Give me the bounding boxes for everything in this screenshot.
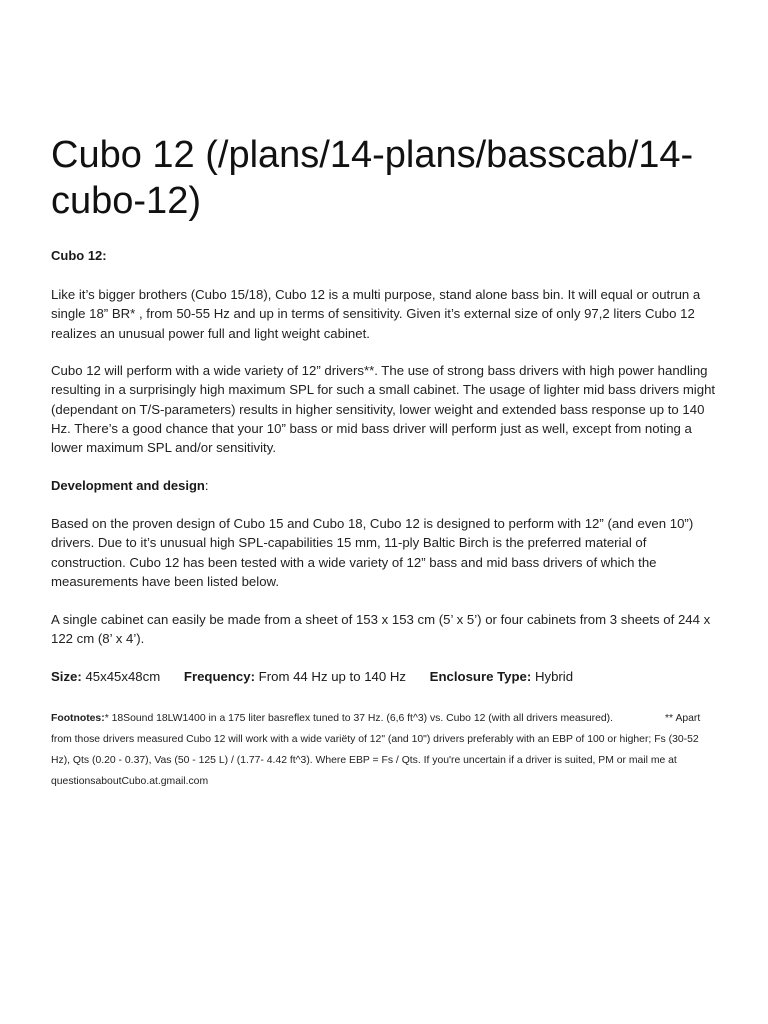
dev-paragraph: Based on the proven design of Cubo 15 and Cubo 18, Cubo 12 is designed to perform with 12” (and even 10”) drivers. Due to it’s unusual high SPL-capabilities 15 mm, 11-ply Baltic Birch is the preferred material of construction. Cubo 12 has been tested with a wide variety of 12” bass and mid bass drivers of which the measurements have been listed below. [51, 516, 694, 589]
spec-frequency-label: Frequency: [183, 669, 255, 684]
spec-size-label: Size: [51, 669, 82, 684]
dev-heading: Development and design [51, 478, 205, 493]
dev-heading-colon: : [204, 478, 209, 493]
drivers-paragraph: Cubo 12 will perform with a wide variety of 12” drivers**. The use of strong bass drivers with high power handling resulting in a surprisingly high maximum SPL for such a small cabinet. The usage of lighter mid bass drivers might (dependant on T/S-parameters) results in higher sensitivity, lower weight and extended bass response up to 140 Hz. There’s a good chance that your 10” bass or mid bass driver will perform just as well, except from noting a lower maximum SPL and/or sensitivity. [51, 363, 716, 456]
spec-enclosure-label: Enclosure Type: [429, 669, 532, 684]
spec-enclosure [430, 668, 573, 686]
page-title: Cubo 12 (/plans/14-plans/basscab/14-cubo-12) [51, 134, 694, 222]
dev-heading-line [51, 477, 209, 495]
intro-heading: Cubo 12: [51, 248, 107, 263]
spec-enclosure-value: Hybrid [534, 669, 574, 684]
footnote-2: Apart from those drivers measured Cubo 12 will work with a wide variëty of 12" (and 10") drivers preferably with an EBP of 100 or higher; Fs (30-52 Hz), Qts (0.20 - 0.37), Vas (50 - 125 L) / (1.77- 4.42 ft^3). Where EBP = Fs / Qts. If you're uncertain if a driver is suited, PM or mail me at questionsaboutCubo.at.gmail.com [51, 713, 701, 787]
footnote-1: * 18Sound 18LW1400 in a 175 liter basreflex tuned to 37 Hz. (6,6 ft^3) vs. Cubo 12 (with all drivers measured). [104, 713, 614, 724]
spec-frequency [184, 668, 406, 686]
spec-size [51, 668, 160, 686]
spec-size-value: 45x45x48cm [85, 669, 161, 684]
footnotes [51, 708, 711, 792]
footnotes-label: Footnotes: [51, 713, 105, 724]
spec-frequency-value: From 44 Hz up to 140 Hz [258, 669, 406, 684]
specs-row [51, 668, 593, 686]
intro-paragraph: Like it’s bigger brothers (Cubo 15/18), Cubo 12 is a multi purpose, stand alone bass bin. It will equal or outrun a single 18” BR* , from 50-55 Hz and up in terms of sensitivity. Given it’s external size of only 97,2 liters Cubo 12 realizes an unusual power full and light weight cabinet. [51, 287, 701, 341]
footnote-2-marker: ** [665, 713, 674, 724]
sheet-paragraph: A single cabinet can easily be made from a sheet of 153 x 153 cm (5’ x 5’) or four cabinets from 3 sheets of 244 x 122 cm (8’ x 4’). [51, 612, 711, 647]
